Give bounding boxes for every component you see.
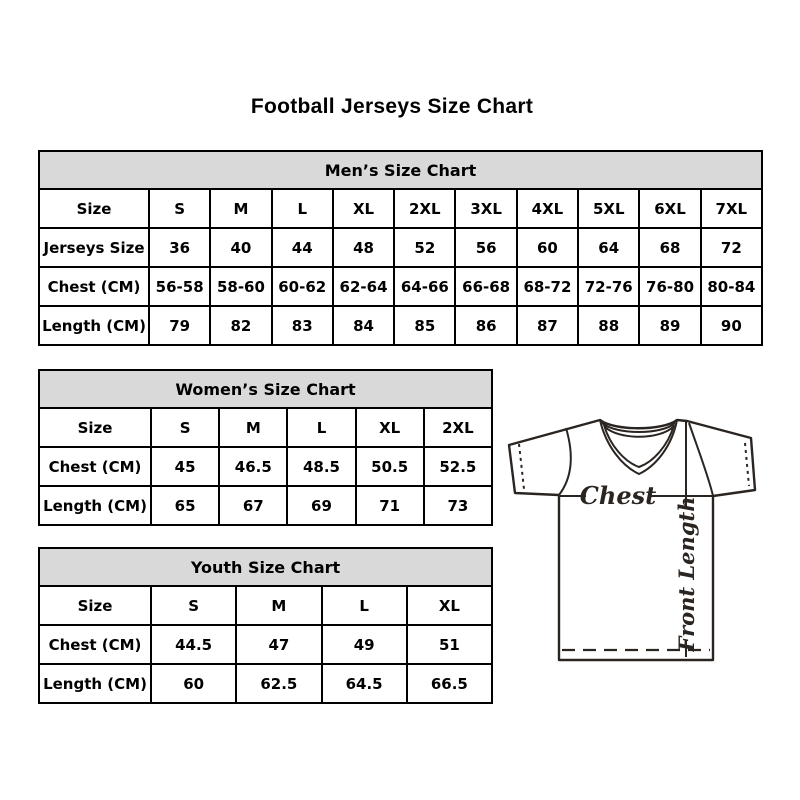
table-cell: M (210, 189, 271, 228)
table-cell: 89 (639, 306, 700, 345)
table-cell: M (236, 586, 321, 625)
table-cell: XL (333, 189, 394, 228)
table-cell: 2XL (394, 189, 455, 228)
row-header-cell: Chest (CM) (39, 625, 151, 664)
table-cell: 40 (210, 228, 271, 267)
table-row (39, 625, 492, 664)
table-cell: L (322, 586, 407, 625)
table-cell: 52.5 (424, 447, 492, 486)
table-cell: 3XL (455, 189, 516, 228)
row-header-cell: Chest (CM) (39, 267, 149, 306)
table-cell: S (151, 586, 236, 625)
table-cell: 46.5 (219, 447, 287, 486)
table-cell: 90 (701, 306, 762, 345)
table-cell: 36 (149, 228, 210, 267)
chest-label: Chest (579, 481, 657, 510)
left-sleeve-stitch-line (519, 444, 524, 489)
table-cell: 88 (578, 306, 639, 345)
youth-size-table (38, 547, 493, 704)
table-cell: 72 (701, 228, 762, 267)
table-row (39, 306, 762, 345)
table-cell: XL (356, 408, 424, 447)
table-cell: 84 (333, 306, 394, 345)
right-sleeve-stitch-line (745, 443, 749, 486)
table-cell: 85 (394, 306, 455, 345)
right-armhole-seam (689, 423, 713, 496)
table-cell: 62.5 (236, 664, 321, 703)
table-cell: 64 (578, 228, 639, 267)
jersey-measurement-diagram (502, 410, 776, 672)
table-cell: 7XL (701, 189, 762, 228)
table-cell: 5XL (578, 189, 639, 228)
front-length-label: Front Length (674, 496, 699, 652)
row-header-cell: Length (CM) (39, 486, 151, 525)
table-header-row (39, 548, 492, 586)
table-cell: 49 (322, 625, 407, 664)
jersey-diagram-svg (502, 410, 776, 672)
table-cell: 67 (219, 486, 287, 525)
table-cell: 73 (424, 486, 492, 525)
table-cell: 60-62 (272, 267, 333, 306)
row-header-cell: Length (CM) (39, 306, 149, 345)
table-row (39, 586, 492, 625)
table-cell: 71 (356, 486, 424, 525)
row-header-cell: Chest (CM) (39, 447, 151, 486)
youth-table-title: Youth Size Chart (39, 548, 492, 586)
table-cell: L (272, 189, 333, 228)
womens-size-table (38, 369, 493, 526)
table-row (39, 664, 492, 703)
row-header-cell: Jerseys Size (39, 228, 149, 267)
table-cell: 66.5 (407, 664, 492, 703)
row-header-cell: Size (39, 189, 149, 228)
left-armhole-seam (559, 428, 571, 495)
mens-table-title: Men’s Size Chart (39, 151, 762, 189)
mens-size-table (38, 150, 763, 346)
table-header-row (39, 370, 492, 408)
table-cell: 82 (210, 306, 271, 345)
table-cell: 58-60 (210, 267, 271, 306)
jersey-outline-path (509, 420, 755, 660)
row-header-cell: Length (CM) (39, 664, 151, 703)
table-row (39, 486, 492, 525)
table-row (39, 228, 762, 267)
table-cell: 2XL (424, 408, 492, 447)
table-cell: 56 (455, 228, 516, 267)
womens-table-title: Women’s Size Chart (39, 370, 492, 408)
table-cell: 56-58 (149, 267, 210, 306)
table-cell: 80-84 (701, 267, 762, 306)
table-header-row (39, 151, 762, 189)
table-cell: 60 (517, 228, 578, 267)
table-row (39, 408, 492, 447)
table-cell: 48.5 (287, 447, 355, 486)
table-cell: 52 (394, 228, 455, 267)
table-cell: 45 (151, 447, 219, 486)
table-cell: 68-72 (517, 267, 578, 306)
table-cell: 44 (272, 228, 333, 267)
table-cell: 86 (455, 306, 516, 345)
table-cell: 79 (149, 306, 210, 345)
table-cell: 66-68 (455, 267, 516, 306)
table-cell: 87 (517, 306, 578, 345)
table-cell: 69 (287, 486, 355, 525)
table-cell: 48 (333, 228, 394, 267)
table-cell: 62-64 (333, 267, 394, 306)
table-row (39, 447, 492, 486)
table-cell: 4XL (517, 189, 578, 228)
table-cell: 60 (151, 664, 236, 703)
table-row (39, 267, 762, 306)
table-cell: 44.5 (151, 625, 236, 664)
table-cell: 50.5 (356, 447, 424, 486)
table-cell: 68 (639, 228, 700, 267)
table-cell: L (287, 408, 355, 447)
table-cell: XL (407, 586, 492, 625)
table-cell: M (219, 408, 287, 447)
page-title: Football Jerseys Size Chart (250, 95, 534, 118)
row-header-cell: Size (39, 586, 151, 625)
table-cell: 64-66 (394, 267, 455, 306)
table-cell: 83 (272, 306, 333, 345)
table-cell: 47 (236, 625, 321, 664)
table-cell: 51 (407, 625, 492, 664)
table-row (39, 189, 762, 228)
table-cell: S (151, 408, 219, 447)
table-cell: 64.5 (322, 664, 407, 703)
row-header-cell: Size (39, 408, 151, 447)
table-cell: 76-80 (639, 267, 700, 306)
table-cell: S (149, 189, 210, 228)
table-cell: 72-76 (578, 267, 639, 306)
table-cell: 6XL (639, 189, 700, 228)
table-cell: 65 (151, 486, 219, 525)
